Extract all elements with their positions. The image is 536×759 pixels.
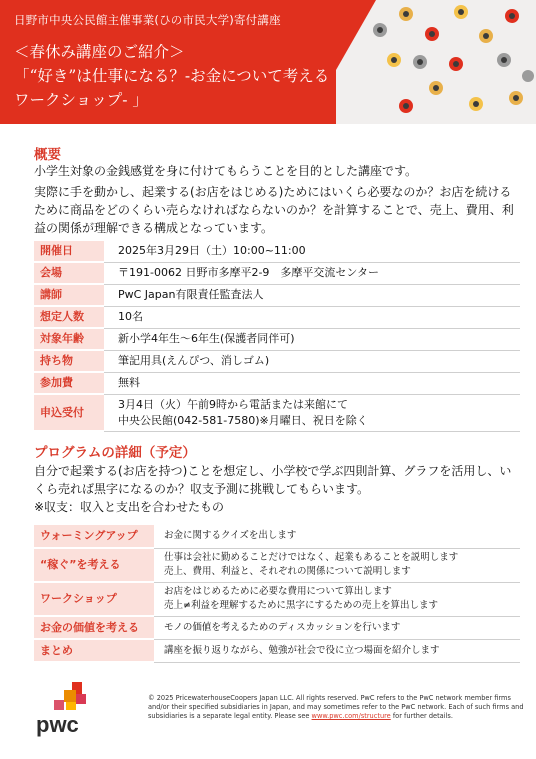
info-row-target-age <box>34 328 520 350</box>
program-label: ワークショップ <box>34 582 154 616</box>
program-row <box>34 616 520 639</box>
organizer-text: 日野市中央公民館主催事業(ひの市民大学)寄付講座 <box>14 13 281 27</box>
info-label: 参加費 <box>34 372 104 394</box>
structure-link[interactable]: www.pwc.com/structure <box>311 712 391 720</box>
people-illustration <box>336 0 536 124</box>
program-desc-line: 売上、費用、利益と、それぞれの関係について説明します <box>164 566 411 577</box>
program-row <box>34 639 520 662</box>
info-label: 会場 <box>34 262 104 284</box>
overview-paragraph-1: 小学生対象の金銭感覚を身に付けてもらうことを目的とした講座です。 <box>34 164 418 178</box>
program-row <box>34 582 520 616</box>
info-value: 筆記用具(えんぴつ、消しゴム) <box>104 350 520 372</box>
program-label: まとめ <box>34 639 154 662</box>
overview-heading: 概要 <box>34 147 61 163</box>
copyright-text-a: © 2025 PricewaterhouseCoopers Japan LLC. All rights reserved. PwC refers to the PwC network member firms and/or their specified subsidiaries in Japan, and may sometimes refer to the PwC network. Each of such firms and subsidiaries is a separate legal entity. Please see <box>148 694 524 720</box>
program-label: お金の価値を考える <box>34 616 154 639</box>
event-info-table <box>34 241 520 432</box>
program-label: ウォーミングアップ <box>34 525 154 548</box>
info-label: 講師 <box>34 284 104 306</box>
overview-paragraph-2: 実際に手を動かし、起業する(お店をはじめる)ためにはいくら必要なのか？お店を続けるために商品をどのくらい売らなければならないのか？を計算することで、売上、費用、利益の関係が理解できる構成となっています。 <box>34 185 514 235</box>
program-desc-line: お金に関するクイズを出します <box>164 530 297 542</box>
info-value <box>104 394 520 431</box>
program-desc <box>154 525 520 548</box>
program-table <box>34 525 520 663</box>
header-banner <box>0 0 536 124</box>
copyright-text-b: for further details. <box>390 712 453 720</box>
program-intro: 自分で起業する(お店を持つ)ことを想定し、小学校で学ぶ四則計算、グラフを活用し、いくら売れば黒字になるのか？収支予測に挑戦してもらいます。 <box>34 464 512 496</box>
program-label: “稼ぐ”を考える <box>34 548 154 582</box>
title-line-1: ＜春休み講座のご紹介＞ <box>14 43 185 61</box>
info-row-belongings <box>34 350 520 372</box>
program-row <box>34 548 520 582</box>
program-row <box>34 525 520 548</box>
info-value: 〒191-0062 日野市多摩平2-9 多摩平交流センター <box>104 262 520 284</box>
program-heading: プログラムの詳細（予定） <box>34 445 196 461</box>
info-value: PwC Japan有限責任監査法人 <box>104 284 520 306</box>
program-desc-line: 仕事は会社に勤めることだけではなく、起業もあることを説明します <box>164 552 459 563</box>
info-label: 想定人数 <box>34 306 104 328</box>
info-row-application <box>34 394 520 431</box>
info-label: 持ち物 <box>34 350 104 372</box>
info-value: 10名 <box>104 306 520 328</box>
title-line-3: ワークショップ- 」 <box>14 91 148 109</box>
info-label: 対象年齢 <box>34 328 104 350</box>
info-row-date <box>34 241 520 262</box>
title-line-2: 「“好き”は仕事になる？-お金について考える <box>14 67 330 85</box>
info-row-venue <box>34 262 520 284</box>
info-row-capacity <box>34 306 520 328</box>
application-line-1: 3月4日（火）午前9時から電話または来館にて <box>118 397 348 411</box>
pwc-logo <box>36 680 106 740</box>
info-value: 無料 <box>104 372 520 394</box>
page-title <box>14 40 329 112</box>
program-desc <box>154 548 520 582</box>
info-value: 新小学4年生～6年生(保護者同伴可) <box>104 328 520 350</box>
program-desc <box>154 582 520 616</box>
program-desc-line: 講座を振り返りながら、勉強が社会で役に立つ場面を紹介します <box>164 644 440 656</box>
application-line-2: 中央公民館(042-581-7580)※月曜日、祝日を除く <box>118 413 368 427</box>
info-row-lecturer <box>34 284 520 306</box>
svg-text:pwc: pwc <box>36 712 79 737</box>
info-label: 申込受付 <box>34 394 104 431</box>
copyright-notice <box>148 694 524 721</box>
program-desc-line: 売上≠利益を理解するために黒字にするための売上を算出します <box>164 600 438 611</box>
info-row-fee <box>34 372 520 394</box>
info-label: 開催日 <box>34 241 104 262</box>
program-note: ※収支：収入と支出を合わせたもの <box>34 500 225 514</box>
program-desc <box>154 616 520 639</box>
info-value: 2025年3月29日（土）10:00~11:00 <box>104 241 520 262</box>
program-desc <box>154 639 520 662</box>
program-desc-line: お店をはじめるために必要な費用について算出します <box>164 586 392 597</box>
program-desc-line: モノの価値を考えるためのディスカッションを行います <box>164 621 401 633</box>
